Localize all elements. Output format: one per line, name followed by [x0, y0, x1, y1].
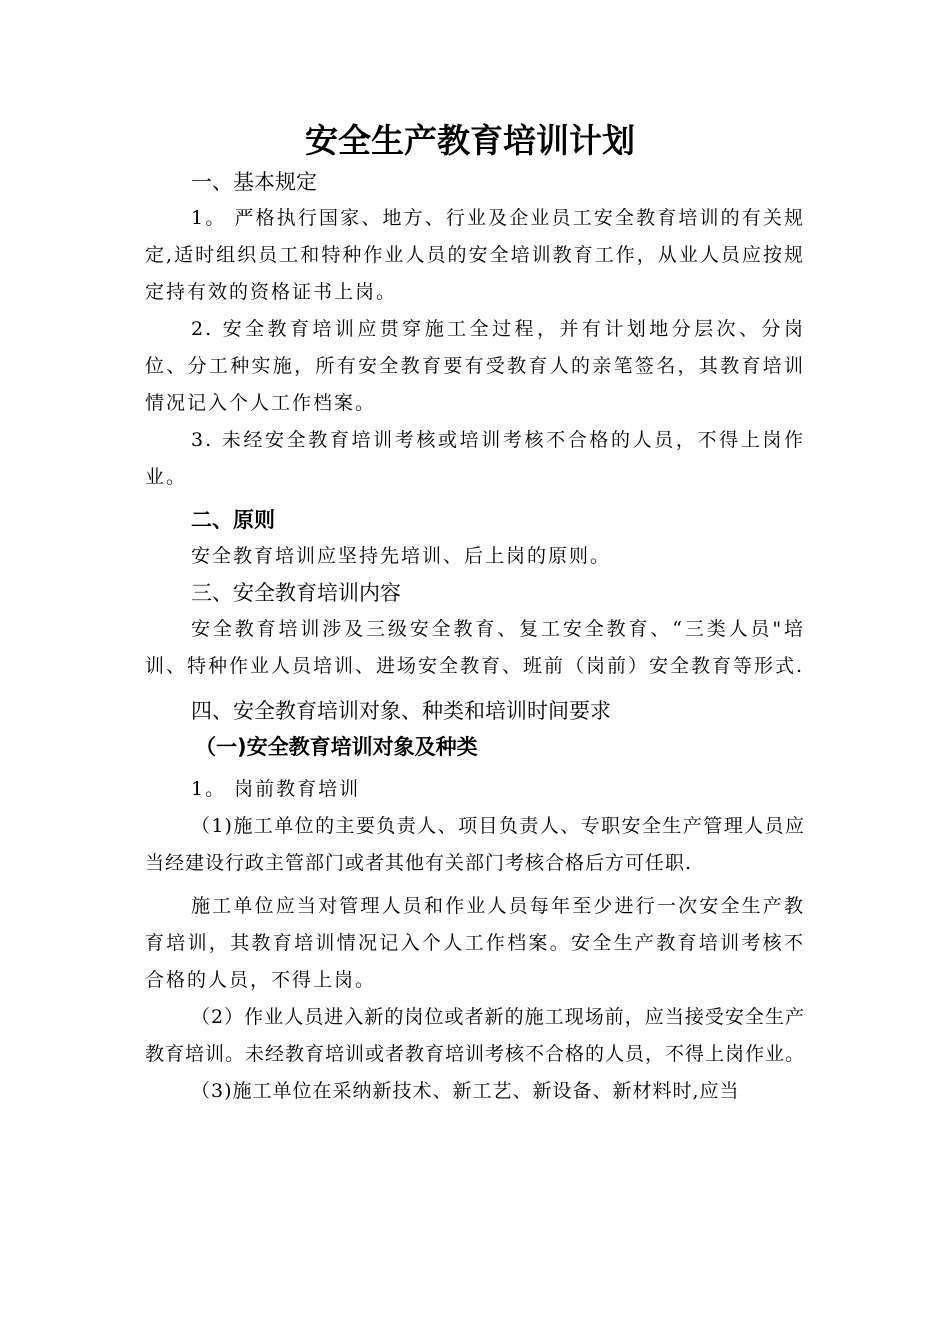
paragraph-annual-training: 施工单位应当对管理人员和作业人员每年至少进行一次安全生产教育培训，其教育培训情况记入个人工作档案。安全生产教育培训考核不合格的人员，不得上岗。: [145, 895, 805, 991]
paragraph-item-1: （1)施工单位的主要负责人、项目负责人、专职安全生产管理人员应当经建设行政主管部门或者其他有关部门考核合格后方可任职.: [145, 815, 805, 874]
document-title: 安全生产教育培训计划: [305, 121, 635, 160]
paragraph-principle: 安全教育培训应坚持先培训、后上岗的原则。: [191, 545, 612, 567]
section-heading-basic-rules: 一、基本规定: [191, 170, 317, 194]
paragraph-rule-3: 3. 未经安全教育培训考核或培训考核不合格的人员，不得上岗作业。: [145, 429, 805, 488]
section-heading-content: 三、安全教育培训内容: [191, 581, 401, 605]
subsection-heading-targets-types: （一)安全教育培训对象及种类: [195, 735, 478, 759]
paragraph-item-3: （3)施工单位在采纳新技术、新工艺、新设备、新材料时,应当: [191, 1080, 740, 1102]
paragraph-rule-2: 2. 安全教育培训应贯穿施工全过程，并有计划地分层次、分岗位、分工种实施，所有安全教育要有受教育人的亲笔签名，其教育培训情况记入个人工作档案。: [145, 318, 805, 414]
paragraph-pre-job-training: 1。 岗前教育培训: [191, 778, 361, 800]
paragraph-content: 安全教育培训涉及三级安全教育、复工安全教育、“三类人员"培训、特种作业人员培训、进场安全教育、班前（岗前）安全教育等形式.: [145, 618, 805, 677]
section-heading-targets: 四、安全教育培训对象、种类和培训时间要求: [191, 699, 611, 723]
paragraph-item-2: （2）作业人员进入新的岗位或者新的施工现场前，应当接受安全生产教育培训。未经教育培训或者教育培训考核不合格的人员，不得上岗作业。: [145, 1006, 806, 1065]
section-heading-principle: 二、原则: [191, 508, 275, 532]
document-page: [145, 118, 805, 1110]
paragraph-rule-1: 1。 严格执行国家、地方、行业及企业员工安全教育培训的有关规定,适时组织员工和特种作业人员的安全培训教育工作，从业人员应按规定持有效的资格证书上岗。: [145, 207, 805, 303]
